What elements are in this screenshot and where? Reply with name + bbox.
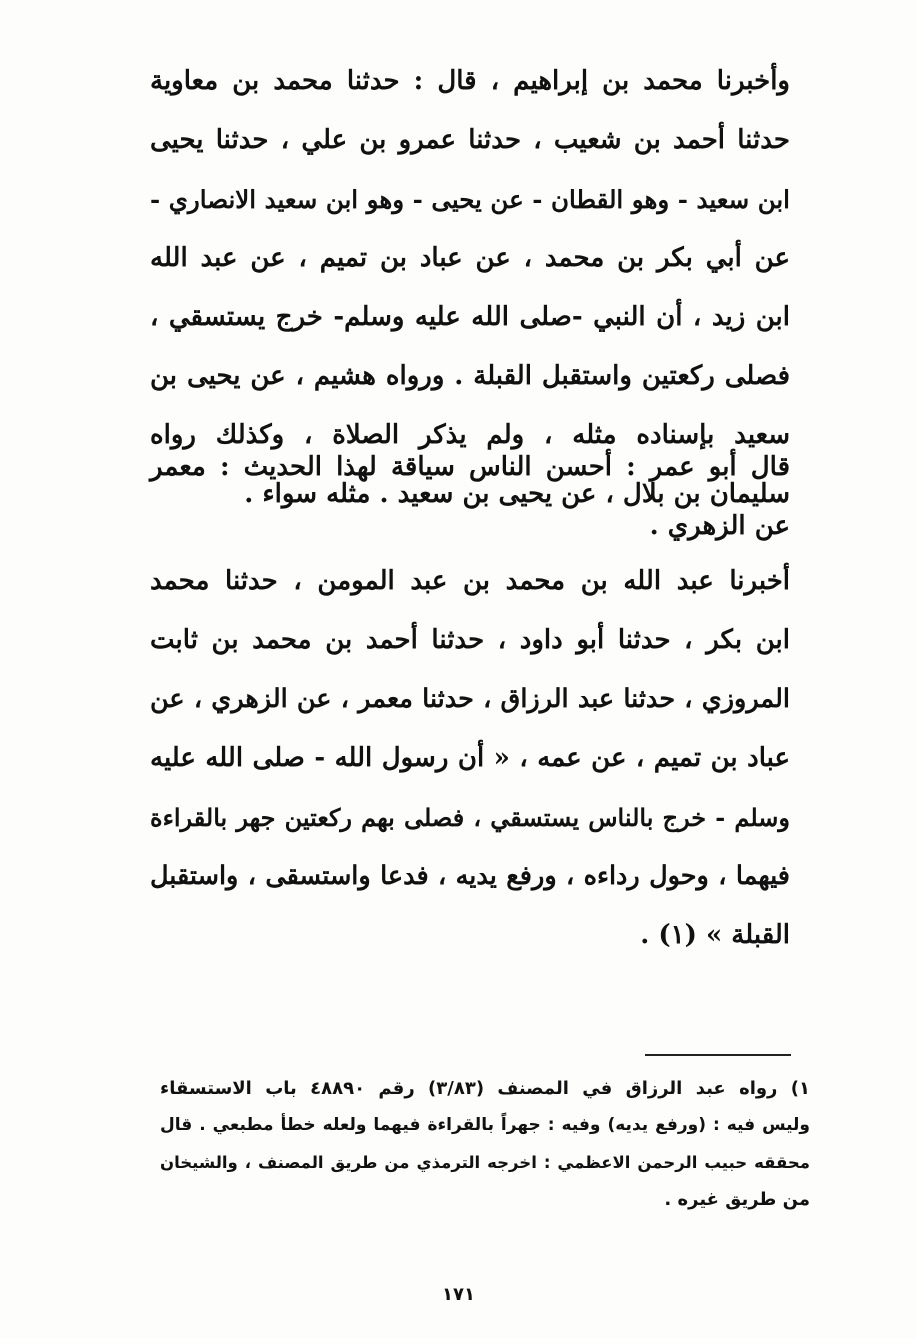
text-line: قال أبو عمر : أحسن الناس سياقة لهذا الحديث : معمر [150, 452, 790, 482]
footnote-line: ١) رواه عبد الرزاق في المصنف (٣/٨٣) رقم ٤٨٨٩٠ باب الاستسقاء [160, 1078, 810, 1099]
text-line: عن أبي بكر بن محمد ، عن عباد بن تميم ، عن عبد الله [150, 243, 790, 273]
text-line: وأخبرنا محمد بن إبراهيم ، قال : حدثنا محمد بن معاوية [150, 66, 790, 96]
text-line: عن الزهري . [649, 511, 790, 541]
footnote-line: محققه حبيب الرحمن الاعظمي : اخرجه الترمذي من طريق المصنف ، والشيخان [160, 1153, 810, 1172]
text-line: وسلم - خرج بالناس يستسقي ، فصلى بهم ركعتين جهر بالقراءة [150, 803, 790, 832]
text-line: المروزي ، حدثنا عبد الرزاق ، حدثنا معمر ، عن الزهري ، عن [150, 684, 790, 714]
text-line: فصلى ركعتين واستقبل القبلة . ورواه هشيم ، عن يحيى بن [150, 361, 790, 391]
text-line: حدثنا أحمد بن شعيب ، حدثنا عمرو بن علي ، حدثنا يحيى [150, 125, 790, 155]
footnote [160, 1070, 810, 1218]
footnote-line: وليس فيه : (ورفع يديه) وفيه : جهراً بالقراءة فيهما ولعله خطأ مطبعي . قال [160, 1115, 810, 1135]
page-number: ١٧١ [442, 1284, 475, 1305]
text-line: ابن سعيد - وهو القطان - عن يحيى - وهو ابن سعيد الانصاري - [150, 185, 790, 214]
text-line: أخبرنا عبد الله بن محمد بن عبد المومن ، حدثنا محمد [150, 566, 790, 596]
text-line: عباد بن تميم ، عن عمه ، « أن رسول الله - صلى الله عليه [150, 743, 790, 773]
text-line: فيهما ، وحول رداءه ، ورفع يديه ، فدعا واستسقى ، واستقبل [150, 861, 790, 891]
text-line: القبلة » (١) . [640, 920, 790, 950]
paragraph-2 [150, 438, 790, 556]
text-line: سعيد بإسناده مثله ، ولم يذكر الصلاة ، وكذلك رواه [150, 420, 790, 450]
footnote-divider [645, 1054, 791, 1056]
text-line: ابن زيد ، أن النبي -صلى الله عليه وسلم- خرج يستسقي ، [150, 302, 790, 332]
text-line: ابن بكر ، حدثنا أبو داود ، حدثنا أحمد بن محمد بن ثابت [150, 625, 790, 655]
text-line: سليمان بن بلال ، عن يحيى بن سعيد . مثله سواء . [244, 479, 790, 509]
paragraph-3 [150, 552, 790, 965]
footnote-line: من طريق غيره . [664, 1189, 810, 1210]
